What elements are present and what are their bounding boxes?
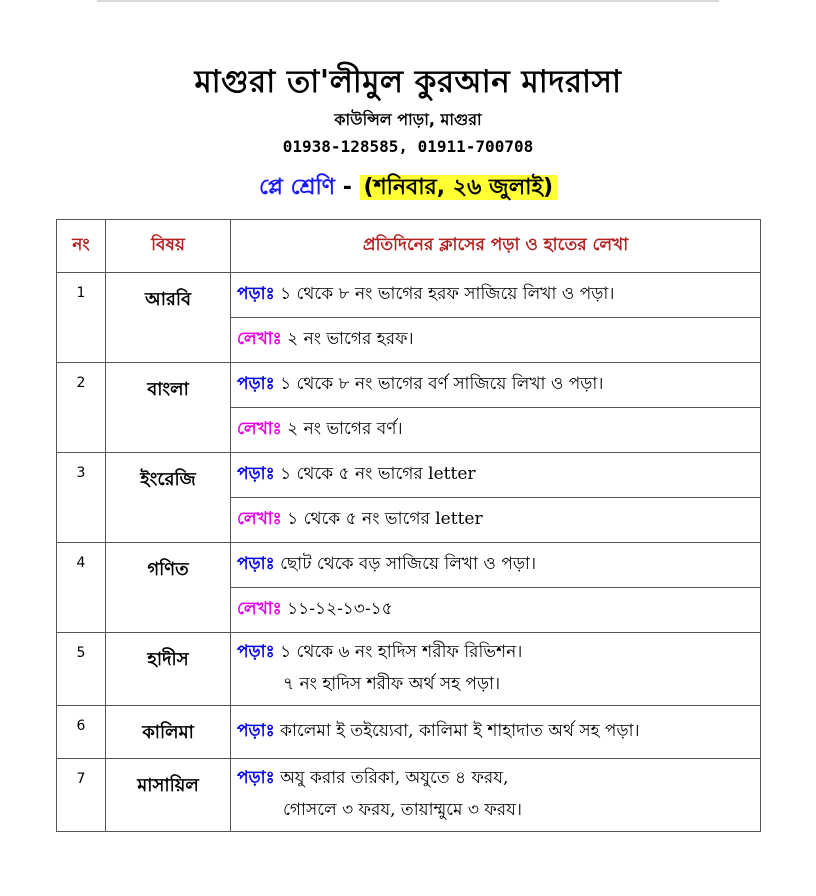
class-heading <box>0 170 816 207</box>
table-row <box>57 453 761 498</box>
write-label: লেখাঃ <box>237 509 282 529</box>
row-number: 7 <box>57 759 106 832</box>
table-row <box>57 543 761 588</box>
read-label: পড়াঃ <box>237 768 275 788</box>
reading-task <box>231 273 761 318</box>
reading-text-line2: গোসলে ৩ ফরয, তায়াম্মুমে ৩ ফরয। <box>283 800 522 820</box>
writing-task <box>231 498 761 543</box>
reading-text: কালেমা ই তইয়্যেবা, কালিমা ই শাহাদাত অর্থ সহ পড়া। <box>274 721 640 741</box>
top-divider <box>97 0 719 2</box>
read-label: পড়াঃ <box>237 642 275 662</box>
row-number: 3 <box>57 453 106 543</box>
reading-text: ১ থেকে ৮ নং ভাগের হরফ সাজিয়ে লিখা ও পড়া। <box>274 284 615 304</box>
table-row <box>57 273 761 318</box>
reading-task <box>231 543 761 588</box>
header-work: প্রতিদিনের ক্লাসের পড়া ও হাতের লেখা <box>231 220 761 273</box>
writing-text: ২ নং ভাগের হরফ। <box>281 329 414 349</box>
writing-text: ১১-১২-১৩-১৫ <box>281 599 393 619</box>
writing-task <box>231 588 761 633</box>
read-label: পড়াঃ <box>237 721 275 741</box>
table-row <box>57 759 761 832</box>
date-highlight: (শনিবার, ২৬ জুলাই) <box>360 175 557 200</box>
reading-text: ১ থেকে ৮ নং ভাগের বর্ণ সাজিয়ে লিখা ও পড়া। <box>274 374 604 394</box>
phone-numbers: 01938-128585, 01911-700708 <box>282 137 534 156</box>
table-row <box>57 363 761 408</box>
writing-task <box>231 408 761 453</box>
reading-text-line2: ৭ নং হাদিস শরীফ অর্থ সহ পড়া। <box>283 674 501 694</box>
subject-name: হাদীস <box>106 633 231 706</box>
reading-text: ছোট থেকে বড় সাজিয়ে লিখা ও পড়া। <box>274 554 537 574</box>
write-label: লেখাঃ <box>237 599 282 619</box>
row-number: 4 <box>57 543 106 633</box>
reading-task <box>231 706 761 759</box>
header-subject: বিষয় <box>106 220 231 273</box>
writing-text: ২ নং ভাগের বর্ণ। <box>281 419 403 439</box>
page-title: মাগুরা তা'লীমুল কুরআন মাদরাসা <box>194 64 622 100</box>
table-row <box>57 633 761 706</box>
header-no: নং <box>57 220 106 273</box>
reading-task <box>231 759 761 832</box>
row-number: 6 <box>57 706 106 759</box>
row-number: 5 <box>57 633 106 706</box>
subject-name: ইংরেজি <box>106 453 231 543</box>
row-number: 1 <box>57 273 106 363</box>
read-label: পড়াঃ <box>237 554 275 574</box>
table-header-row <box>57 220 761 273</box>
reading-text: ১ থেকে ৫ নং ভাগের letter <box>274 464 476 484</box>
read-label: পড়াঃ <box>237 374 275 394</box>
reading-text: ১ থেকে ৬ নং হাদিস শরীফ রিভিশন। <box>274 642 523 662</box>
routine-table <box>56 219 761 832</box>
row-number: 2 <box>57 363 106 453</box>
subject-name: গণিত <box>106 543 231 633</box>
reading-task <box>231 363 761 408</box>
read-label: পড়াঃ <box>237 284 275 304</box>
write-label: লেখাঃ <box>237 329 282 349</box>
reading-task <box>231 633 761 706</box>
subject-name: মাসায়িল <box>106 759 231 832</box>
reading-text: অযু করার তরিকা, অযুতে ৪ ফরয, <box>274 768 509 788</box>
writing-text: ১ থেকে ৫ নং ভাগের letter <box>281 509 483 529</box>
reading-task <box>231 453 761 498</box>
subject-name: বাংলা <box>106 363 231 453</box>
subject-name: আরবি <box>106 273 231 363</box>
subject-name: কালিমা <box>106 706 231 759</box>
address-line: কাউন্সিল পাড়া, মাগুরা <box>334 110 482 129</box>
heading-separator: - <box>335 175 360 200</box>
write-label: লেখাঃ <box>237 419 282 439</box>
table-row <box>57 706 761 759</box>
class-label: প্লে শ্রেণি <box>258 175 336 200</box>
read-label: পড়াঃ <box>237 464 275 484</box>
writing-task <box>231 318 761 363</box>
